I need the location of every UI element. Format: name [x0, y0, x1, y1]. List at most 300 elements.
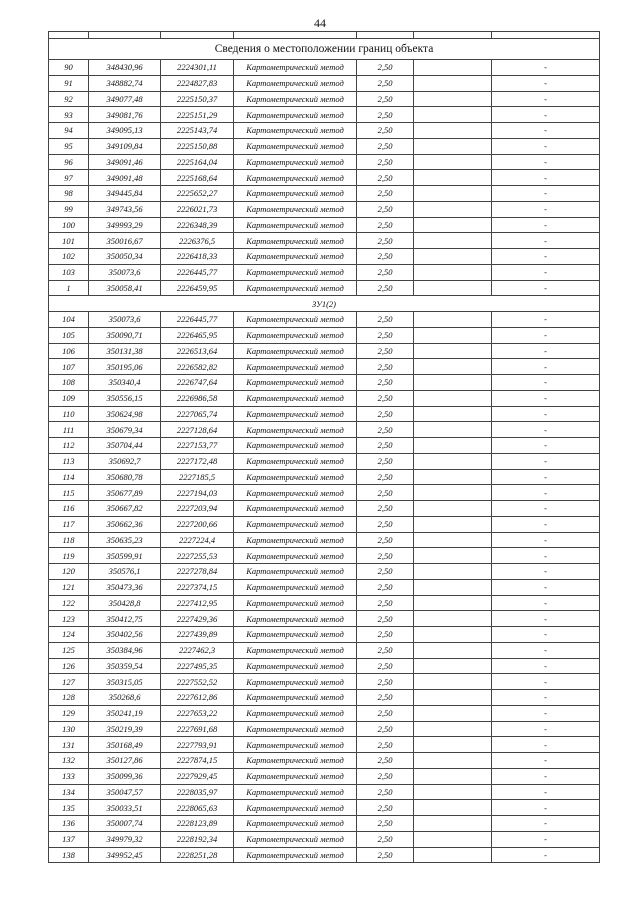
empty-cell	[414, 343, 492, 359]
x-coordinate-cell: 350692,7	[89, 453, 161, 469]
x-coordinate-cell: 349993,29	[89, 217, 161, 233]
empty-cell	[414, 501, 492, 517]
accuracy-cell: 2,50	[357, 422, 414, 438]
y-coordinate-cell: 2225168,64	[161, 170, 234, 186]
y-coordinate-cell: 2225150,37	[161, 91, 234, 107]
point-number-cell: 111	[49, 422, 89, 438]
title-row	[49, 39, 600, 60]
accuracy-cell: 2,50	[357, 312, 414, 328]
x-coordinate-cell: 350099,36	[89, 768, 161, 784]
x-coordinate-cell: 350058,41	[89, 280, 161, 296]
point-number-cell: 127	[49, 674, 89, 690]
y-coordinate-cell: 2227653,22	[161, 705, 234, 721]
x-coordinate-cell: 350359,54	[89, 658, 161, 674]
empty-cell	[414, 312, 492, 328]
method-cell: Картометрический метод	[234, 343, 357, 359]
accuracy-cell: 2,50	[357, 406, 414, 422]
accuracy-cell: 2,50	[357, 485, 414, 501]
point-number-cell: 133	[49, 768, 89, 784]
table-row	[49, 327, 600, 343]
y-coordinate-cell: 2225143,74	[161, 123, 234, 139]
empty-cell	[414, 217, 492, 233]
table-row	[49, 800, 600, 816]
method-cell: Картометрический метод	[234, 123, 357, 139]
point-number-cell: 134	[49, 784, 89, 800]
method-cell: Картометрический метод	[234, 800, 357, 816]
x-coordinate-cell: 349091,46	[89, 154, 161, 170]
dash-cell: -	[492, 359, 600, 375]
y-coordinate-cell: 2225150,88	[161, 138, 234, 154]
point-number-cell: 93	[49, 107, 89, 123]
accuracy-cell: 2,50	[357, 847, 414, 863]
method-cell: Картометрический метод	[234, 390, 357, 406]
accuracy-cell: 2,50	[357, 75, 414, 91]
point-number-cell: 115	[49, 485, 89, 501]
point-number-cell: 114	[49, 469, 89, 485]
y-coordinate-cell: 2228251,28	[161, 847, 234, 863]
x-coordinate-cell: 350007,74	[89, 816, 161, 832]
table-row	[49, 658, 600, 674]
accuracy-cell: 2,50	[357, 705, 414, 721]
point-number-cell: 130	[49, 721, 89, 737]
y-coordinate-cell: 2226465,95	[161, 327, 234, 343]
empty-cell	[414, 186, 492, 202]
dash-cell: -	[492, 579, 600, 595]
empty-cell	[414, 170, 492, 186]
y-coordinate-cell: 2226459,95	[161, 280, 234, 296]
dash-cell: -	[492, 170, 600, 186]
accuracy-cell: 2,50	[357, 516, 414, 532]
method-cell: Картометрический метод	[234, 312, 357, 328]
point-number-cell: 135	[49, 800, 89, 816]
method-cell: Картометрический метод	[234, 107, 357, 123]
accuracy-cell: 2,50	[357, 438, 414, 454]
x-coordinate-cell: 350677,89	[89, 485, 161, 501]
accuracy-cell: 2,50	[357, 627, 414, 643]
empty-cell	[414, 831, 492, 847]
accuracy-cell: 2,50	[357, 784, 414, 800]
method-cell: Картометрический метод	[234, 595, 357, 611]
table-row	[49, 768, 600, 784]
y-coordinate-cell: 2226445,77	[161, 264, 234, 280]
x-coordinate-cell: 350624,98	[89, 406, 161, 422]
point-number-cell: 137	[49, 831, 89, 847]
accuracy-cell: 2,50	[357, 674, 414, 690]
method-cell: Картометрический метод	[234, 406, 357, 422]
point-number-cell: 116	[49, 501, 89, 517]
empty-cell	[414, 422, 492, 438]
accuracy-cell: 2,50	[357, 501, 414, 517]
x-coordinate-cell: 350315,05	[89, 674, 161, 690]
dash-cell: -	[492, 469, 600, 485]
point-number-cell: 112	[49, 438, 89, 454]
x-coordinate-cell: 350168,49	[89, 737, 161, 753]
x-coordinate-cell: 348430,96	[89, 60, 161, 76]
empty-cell	[414, 359, 492, 375]
table-row	[49, 264, 600, 280]
point-number-cell: 92	[49, 91, 89, 107]
empty-cell	[414, 595, 492, 611]
table-row	[49, 564, 600, 580]
method-cell: Картометрический метод	[234, 249, 357, 265]
dash-cell: -	[492, 390, 600, 406]
point-number-cell: 101	[49, 233, 89, 249]
method-cell: Картометрический метод	[234, 690, 357, 706]
accuracy-cell: 2,50	[357, 800, 414, 816]
method-cell: Картометрический метод	[234, 532, 357, 548]
x-coordinate-cell: 350090,71	[89, 327, 161, 343]
method-cell: Картометрический метод	[234, 233, 357, 249]
x-coordinate-cell: 350556,15	[89, 390, 161, 406]
table-row	[49, 186, 600, 202]
dash-cell: -	[492, 800, 600, 816]
x-coordinate-cell: 349081,76	[89, 107, 161, 123]
dash-cell: -	[492, 107, 600, 123]
y-coordinate-cell: 2227065,74	[161, 406, 234, 422]
method-cell: Картометрический метод	[234, 264, 357, 280]
dash-cell: -	[492, 532, 600, 548]
dash-cell: -	[492, 217, 600, 233]
empty-cell	[414, 642, 492, 658]
dash-cell: -	[492, 516, 600, 532]
point-number-cell: 128	[49, 690, 89, 706]
y-coordinate-cell: 2227172,48	[161, 453, 234, 469]
x-coordinate-cell: 350428,8	[89, 595, 161, 611]
y-coordinate-cell: 2228123,89	[161, 816, 234, 832]
y-coordinate-cell: 2227495,35	[161, 658, 234, 674]
point-number-cell: 129	[49, 705, 89, 721]
method-cell: Картометрический метод	[234, 658, 357, 674]
point-number-cell: 90	[49, 60, 89, 76]
table-row	[49, 784, 600, 800]
point-number-cell: 122	[49, 595, 89, 611]
table-row	[49, 847, 600, 863]
empty-cell	[414, 138, 492, 154]
accuracy-cell: 2,50	[357, 154, 414, 170]
y-coordinate-cell: 2226348,39	[161, 217, 234, 233]
y-coordinate-cell: 2225164,04	[161, 154, 234, 170]
x-coordinate-cell: 350576,1	[89, 564, 161, 580]
dash-cell: -	[492, 406, 600, 422]
method-cell: Картометрический метод	[234, 327, 357, 343]
method-cell: Картометрический метод	[234, 627, 357, 643]
accuracy-cell: 2,50	[357, 548, 414, 564]
point-number-cell: 109	[49, 390, 89, 406]
dash-cell: -	[492, 548, 600, 564]
point-number-cell: 117	[49, 516, 89, 532]
y-coordinate-cell: 2228035,97	[161, 784, 234, 800]
accuracy-cell: 2,50	[357, 343, 414, 359]
method-cell: Картометрический метод	[234, 579, 357, 595]
method-cell: Картометрический метод	[234, 485, 357, 501]
point-number-cell: 97	[49, 170, 89, 186]
accuracy-cell: 2,50	[357, 327, 414, 343]
method-cell: Картометрический метод	[234, 154, 357, 170]
empty-cell	[414, 847, 492, 863]
table-body	[49, 32, 600, 863]
point-number-cell: 108	[49, 375, 89, 391]
point-number-cell: 107	[49, 359, 89, 375]
x-coordinate-cell: 349952,45	[89, 847, 161, 863]
empty-cell	[414, 800, 492, 816]
dash-cell: -	[492, 784, 600, 800]
dash-cell: -	[492, 642, 600, 658]
x-coordinate-cell: 348882,74	[89, 75, 161, 91]
y-coordinate-cell: 2224301,11	[161, 60, 234, 76]
y-coordinate-cell: 2226582,82	[161, 359, 234, 375]
x-coordinate-cell: 349743,56	[89, 201, 161, 217]
table-row	[49, 343, 600, 359]
x-coordinate-cell: 350704,44	[89, 438, 161, 454]
point-number-cell: 113	[49, 453, 89, 469]
dash-cell: -	[492, 422, 600, 438]
y-coordinate-cell: 2227185,5	[161, 469, 234, 485]
dash-cell: -	[492, 312, 600, 328]
point-number-cell: 124	[49, 627, 89, 643]
table-row	[49, 501, 600, 517]
accuracy-cell: 2,50	[357, 737, 414, 753]
dash-cell: -	[492, 501, 600, 517]
point-number-cell: 126	[49, 658, 89, 674]
dash-cell: -	[492, 768, 600, 784]
point-number-cell: 123	[49, 611, 89, 627]
empty-cell	[414, 154, 492, 170]
x-coordinate-cell: 350473,36	[89, 579, 161, 595]
section-header-row	[49, 296, 600, 312]
boundary-coordinates-table	[48, 31, 600, 863]
accuracy-cell: 2,50	[357, 469, 414, 485]
empty-cell	[414, 816, 492, 832]
accuracy-cell: 2,50	[357, 186, 414, 202]
method-cell: Картометрический метод	[234, 60, 357, 76]
dash-cell: -	[492, 327, 600, 343]
x-coordinate-cell: 349979,32	[89, 831, 161, 847]
y-coordinate-cell: 2226021,73	[161, 201, 234, 217]
table-row	[49, 611, 600, 627]
accuracy-cell: 2,50	[357, 721, 414, 737]
empty-cell	[414, 658, 492, 674]
table-row	[49, 375, 600, 391]
y-coordinate-cell: 2228065,63	[161, 800, 234, 816]
accuracy-cell: 2,50	[357, 595, 414, 611]
point-number-cell: 136	[49, 816, 89, 832]
empty-cell	[414, 611, 492, 627]
dash-cell: -	[492, 831, 600, 847]
empty-cell	[414, 532, 492, 548]
y-coordinate-cell: 2226445,77	[161, 312, 234, 328]
dash-cell: -	[492, 611, 600, 627]
table-row	[49, 469, 600, 485]
table-row	[49, 690, 600, 706]
table-row	[49, 217, 600, 233]
x-coordinate-cell: 350050,34	[89, 249, 161, 265]
table-row	[49, 406, 600, 422]
accuracy-cell: 2,50	[357, 390, 414, 406]
dash-cell: -	[492, 674, 600, 690]
x-coordinate-cell: 350073,6	[89, 312, 161, 328]
empty-cell	[414, 438, 492, 454]
x-coordinate-cell: 350680,78	[89, 469, 161, 485]
point-number-cell: 103	[49, 264, 89, 280]
method-cell: Картометрический метод	[234, 201, 357, 217]
y-coordinate-cell: 2227128,64	[161, 422, 234, 438]
empty-cell	[414, 280, 492, 296]
table-row	[49, 422, 600, 438]
empty-cell	[414, 123, 492, 139]
y-coordinate-cell: 2227203,94	[161, 501, 234, 517]
point-number-cell: 131	[49, 737, 89, 753]
point-number-cell: 138	[49, 847, 89, 863]
x-coordinate-cell: 350033,51	[89, 800, 161, 816]
dash-cell: -	[492, 753, 600, 769]
accuracy-cell: 2,50	[357, 611, 414, 627]
table-row	[49, 532, 600, 548]
method-cell: Картометрический метод	[234, 831, 357, 847]
accuracy-cell: 2,50	[357, 658, 414, 674]
x-coordinate-cell: 350340,4	[89, 375, 161, 391]
method-cell: Картометрический метод	[234, 422, 357, 438]
x-coordinate-cell: 350073,6	[89, 264, 161, 280]
method-cell: Картометрический метод	[234, 75, 357, 91]
x-coordinate-cell: 350195,06	[89, 359, 161, 375]
empty-cell	[414, 406, 492, 422]
method-cell: Картометрический метод	[234, 611, 357, 627]
point-number-cell: 100	[49, 217, 89, 233]
dash-cell: -	[492, 233, 600, 249]
point-number-cell: 96	[49, 154, 89, 170]
dash-cell: -	[492, 343, 600, 359]
y-coordinate-cell: 2226376,5	[161, 233, 234, 249]
y-coordinate-cell: 2227278,84	[161, 564, 234, 580]
dash-cell: -	[492, 186, 600, 202]
y-coordinate-cell: 2227929,45	[161, 768, 234, 784]
x-coordinate-cell: 349077,48	[89, 91, 161, 107]
page-number: 44	[314, 16, 326, 30]
empty-cell	[414, 721, 492, 737]
accuracy-cell: 2,50	[357, 359, 414, 375]
dash-cell: -	[492, 438, 600, 454]
y-coordinate-cell: 2227153,77	[161, 438, 234, 454]
accuracy-cell: 2,50	[357, 91, 414, 107]
empty-cell	[414, 753, 492, 769]
x-coordinate-cell: 350635,23	[89, 532, 161, 548]
x-coordinate-cell: 350384,96	[89, 642, 161, 658]
method-cell: Картометрический метод	[234, 784, 357, 800]
x-coordinate-cell: 349095,13	[89, 123, 161, 139]
x-coordinate-cell: 349445,84	[89, 186, 161, 202]
accuracy-cell: 2,50	[357, 564, 414, 580]
point-number-cell: 125	[49, 642, 89, 658]
accuracy-cell: 2,50	[357, 768, 414, 784]
table-row	[49, 201, 600, 217]
empty-cell	[414, 75, 492, 91]
point-number-cell: 119	[49, 548, 89, 564]
y-coordinate-cell: 2227429,36	[161, 611, 234, 627]
x-coordinate-cell: 349091,48	[89, 170, 161, 186]
method-cell: Картометрический метод	[234, 753, 357, 769]
dash-cell: -	[492, 564, 600, 580]
dash-cell: -	[492, 658, 600, 674]
y-coordinate-cell: 2227612,86	[161, 690, 234, 706]
table-row	[49, 107, 600, 123]
table-row	[49, 91, 600, 107]
y-coordinate-cell: 2226747,64	[161, 375, 234, 391]
y-coordinate-cell: 2224827,83	[161, 75, 234, 91]
empty-cell	[414, 627, 492, 643]
point-number-cell: 99	[49, 201, 89, 217]
accuracy-cell: 2,50	[357, 642, 414, 658]
dash-cell: -	[492, 138, 600, 154]
empty-cell	[414, 453, 492, 469]
y-coordinate-cell: 2226418,33	[161, 249, 234, 265]
x-coordinate-cell: 350047,57	[89, 784, 161, 800]
table-row	[49, 674, 600, 690]
method-cell: Картометрический метод	[234, 642, 357, 658]
dash-cell: -	[492, 280, 600, 296]
accuracy-cell: 2,50	[357, 264, 414, 280]
point-number-cell: 94	[49, 123, 89, 139]
dash-cell: -	[492, 249, 600, 265]
y-coordinate-cell: 2227412,95	[161, 595, 234, 611]
x-coordinate-cell: 350662,36	[89, 516, 161, 532]
table-row	[49, 642, 600, 658]
table-row	[49, 138, 600, 154]
x-coordinate-cell: 350599,91	[89, 548, 161, 564]
point-number-cell: 120	[49, 564, 89, 580]
accuracy-cell: 2,50	[357, 816, 414, 832]
table-row	[49, 816, 600, 832]
empty-cell	[414, 768, 492, 784]
dash-cell: -	[492, 816, 600, 832]
header-spacer-row	[49, 32, 600, 39]
accuracy-cell: 2,50	[357, 60, 414, 76]
empty-cell	[414, 107, 492, 123]
accuracy-cell: 2,50	[357, 123, 414, 139]
dash-cell: -	[492, 737, 600, 753]
dash-cell: -	[492, 485, 600, 501]
accuracy-cell: 2,50	[357, 201, 414, 217]
y-coordinate-cell: 2227224,4	[161, 532, 234, 548]
dash-cell: -	[492, 75, 600, 91]
point-number-cell: 91	[49, 75, 89, 91]
y-coordinate-cell: 2225652,27	[161, 186, 234, 202]
method-cell: Картометрический метод	[234, 721, 357, 737]
accuracy-cell: 2,50	[357, 138, 414, 154]
dash-cell: -	[492, 847, 600, 863]
method-cell: Картометрический метод	[234, 217, 357, 233]
method-cell: Картометрический метод	[234, 674, 357, 690]
method-cell: Картометрический метод	[234, 438, 357, 454]
method-cell: Картометрический метод	[234, 516, 357, 532]
empty-cell	[414, 201, 492, 217]
empty-cell	[414, 548, 492, 564]
dash-cell: -	[492, 123, 600, 139]
x-coordinate-cell: 350219,39	[89, 721, 161, 737]
empty-cell	[414, 233, 492, 249]
dash-cell: -	[492, 453, 600, 469]
empty-cell	[414, 264, 492, 280]
y-coordinate-cell: 2228192,34	[161, 831, 234, 847]
empty-cell	[414, 485, 492, 501]
point-number-cell: 121	[49, 579, 89, 595]
method-cell: Картометрический метод	[234, 548, 357, 564]
table-row	[49, 705, 600, 721]
table-row	[49, 75, 600, 91]
dash-cell: -	[492, 264, 600, 280]
y-coordinate-cell: 2226986,58	[161, 390, 234, 406]
y-coordinate-cell: 2227874,15	[161, 753, 234, 769]
point-number-cell: 110	[49, 406, 89, 422]
